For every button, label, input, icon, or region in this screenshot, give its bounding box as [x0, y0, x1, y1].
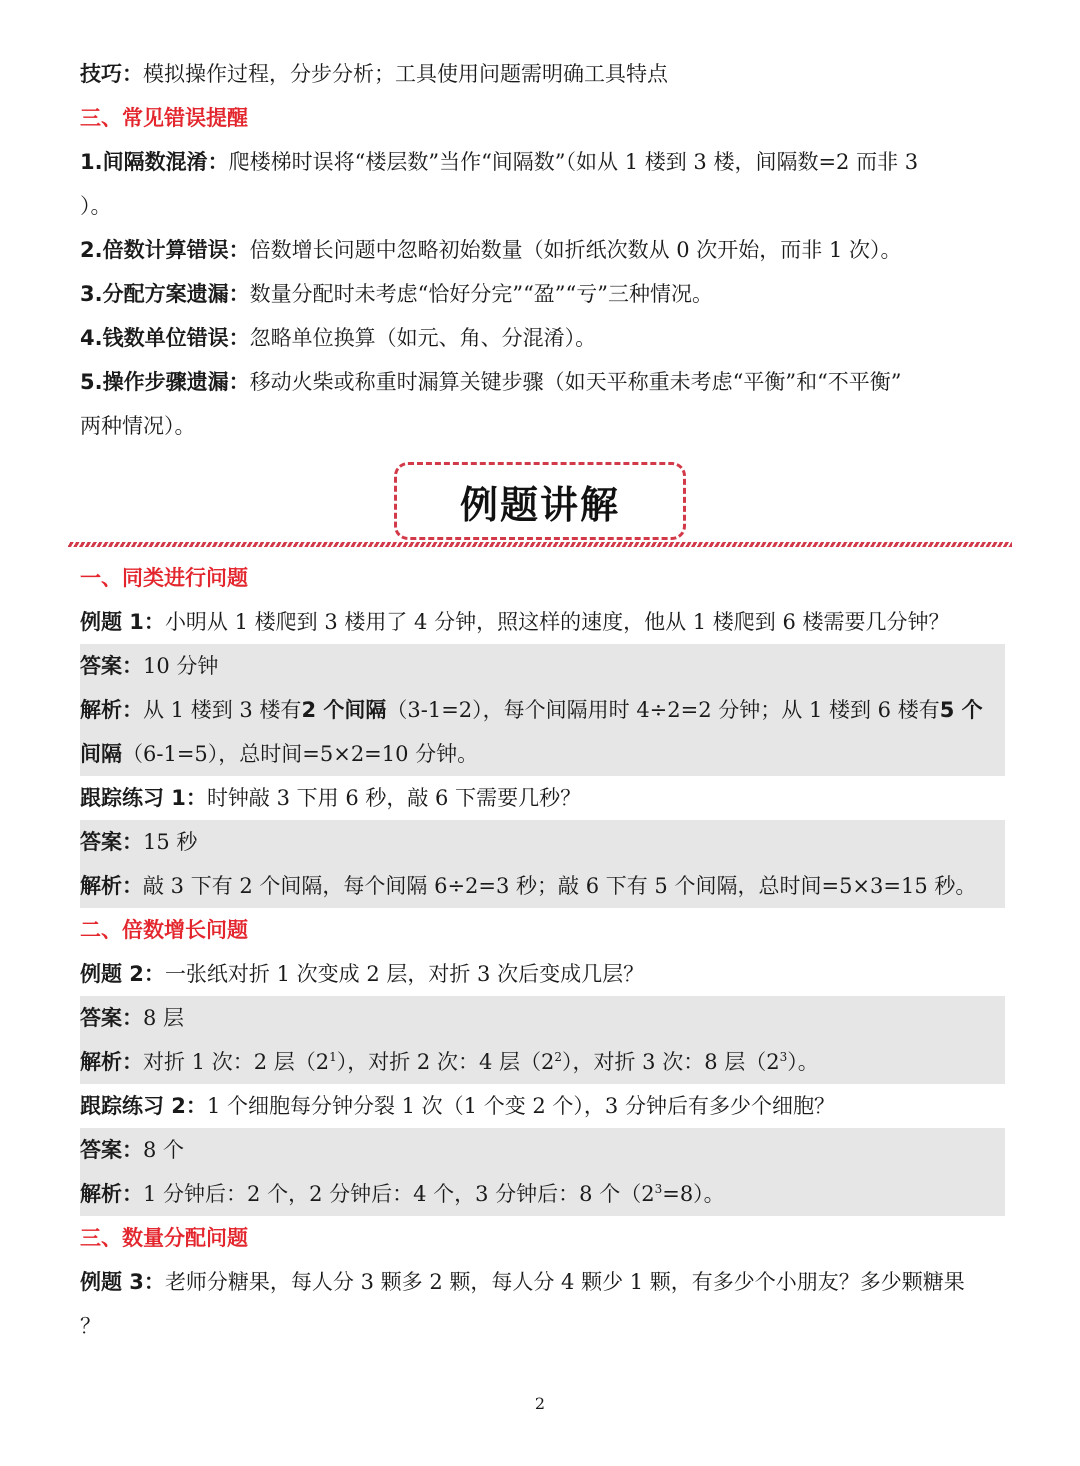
- s1-heading: 一、同类进行问题: [80, 566, 248, 590]
- s1-solution: 解析：从 1 楼到 3 楼有2 个间隔（3-1=2），每个间隔用时 4÷2=2 分钟；从 1 楼到 6 楼有5 个: [80, 698, 983, 722]
- s2-practice-answer-block: [80, 1128, 1005, 1216]
- s1-answer-block: [80, 644, 1005, 776]
- document-page: [80, 52, 1005, 1348]
- s2-answer: 答案：8 层: [80, 1006, 185, 1030]
- errors-heading: 三、常见错误提醒: [80, 106, 248, 130]
- banner-title: 例题讲解: [394, 462, 686, 540]
- s2-example: 例题 2：一张纸对折 1 次变成 2 层，对折 3 次后变成几层？: [80, 962, 645, 986]
- error-item-1-cont: ）。: [80, 194, 112, 218]
- s3-heading: 三、数量分配问题: [80, 1226, 248, 1250]
- error-item-5-cont: 两种情况）。: [80, 414, 196, 438]
- s1-practice-answer: 答案：15 秒: [80, 830, 198, 854]
- s2-answer-block: [80, 996, 1005, 1084]
- error-item-3: 3.分配方案遗漏：数量分配时未考虑“恰好分完”“盈”“亏”三种情况。: [80, 282, 714, 306]
- error-item-1: 1.间隔数混淆：爬楼梯时误将“楼层数”当作“间隔数”（如从 1 楼到 3 楼，间隔数=2 而非 3: [80, 150, 919, 174]
- error-item-5: 5.操作步骤遗漏：移动火柴或称重时漏算关键步骤（如天平称重未考虑“平衡”和“不平衡”: [80, 370, 902, 394]
- s3-example: 例题 3：老师分糖果，每人分 3 颗多 2 颗，每人分 4 颗少 1 颗，有多少个小朋友？多少颗糖果: [80, 1270, 965, 1294]
- s2-practice: 跟踪练习 2：1 个细胞每分钟分裂 1 次（1 个变 2 个），3 分钟后有多少个细胞？: [80, 1094, 835, 1118]
- s1-practice-solution: 解析：敲 3 下有 2 个间隔，每个间隔 6÷2=3 秒；敲 6 下有 5 个间隔，总时间=5×3=15 秒。: [80, 874, 977, 898]
- section-banner: [80, 448, 1005, 556]
- s1-answer: 答案：10 分钟: [80, 654, 219, 678]
- s1-practice: 跟踪练习 1：时钟敲 3 下用 6 秒，敲 6 下需要几秒？: [80, 786, 582, 810]
- page-number: 2: [534, 1394, 546, 1413]
- error-item-4: 4.钱数单位错误：忽略单位换算（如元、角、分混淆）。: [80, 326, 597, 350]
- s1-solution-cont: 间隔（6-1=5），总时间=5×2=10 分钟。: [80, 742, 479, 766]
- striped-divider: [68, 542, 1012, 547]
- tip-line: 技巧：模拟操作过程，分步分析；工具使用问题需明确工具特点: [80, 62, 668, 86]
- s2-practice-answer: 答案：8 个: [80, 1138, 185, 1162]
- error-item-2: 2.倍数计算错误：倍数增长问题中忽略初始数量（如折纸次数从 0 次开始，而非 1 次）。: [80, 238, 902, 262]
- s3-example-cont: ？: [80, 1314, 101, 1338]
- s2-practice-solution: 解析：1 分钟后：2 个，2 分钟后：4 个，3 分钟后：8 个$(2^3=8)$。: [80, 1182, 725, 1206]
- s2-heading: 二、倍数增长问题: [80, 918, 248, 942]
- s1-example: 例题 1：小明从 1 楼爬到 3 楼用了 4 分钟，照这样的速度，他从 1 楼爬到 6 楼需要几分钟？: [80, 610, 950, 634]
- s1-practice-answer-block: [80, 820, 1005, 908]
- s2-solution: 解析：对折 1 次：2 层$(2^1)$，对折 2 次：4 层$(2^2)$，对折 3 次：8 层$(2^3)$。: [80, 1050, 819, 1074]
